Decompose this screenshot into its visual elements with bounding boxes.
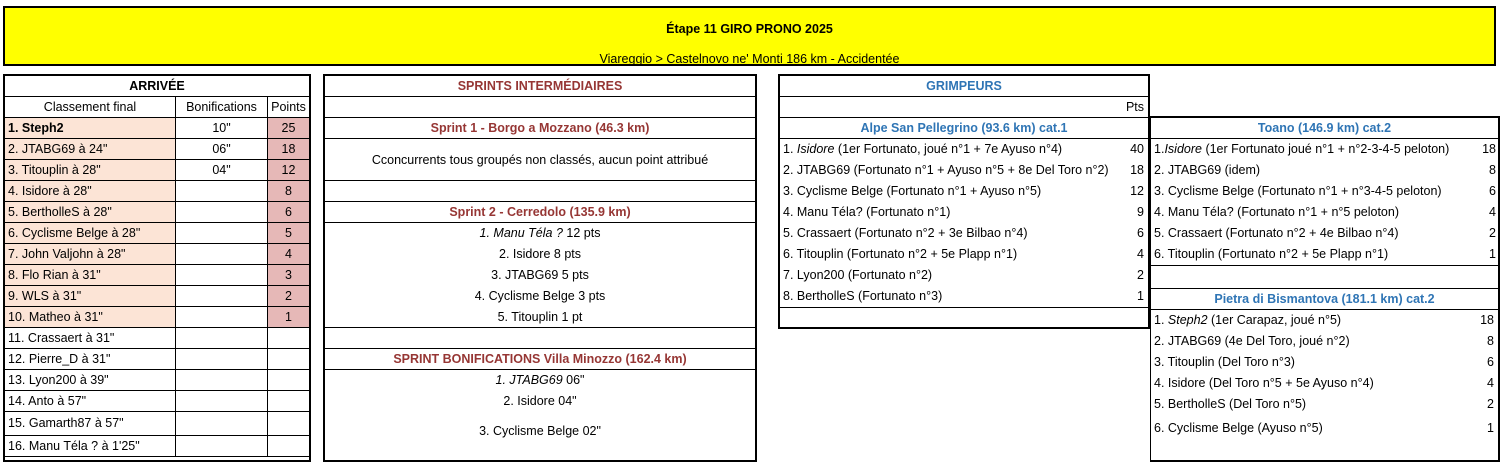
table-row-points [268,328,309,349]
list-item: 5. Crassaert (Fortunato n°2 + 4e Bilbao n°4) [1154,226,1399,240]
table-row-name: 1. Steph2 [5,118,176,139]
list-item-pts: 2 [1487,397,1494,411]
bonif-row: 2. Isidore 04" [503,394,577,408]
table-row-points: 2 [268,286,309,307]
toano-winner: Isidore [1164,142,1202,156]
table-row-name: 2. JTABG69 à 24" [5,139,176,160]
table-row-name: 13. Lyon200 à 39" [5,370,176,391]
toano-title: Toano (146.9 km) cat.2 [1151,118,1498,139]
list-item-pts: 18 [1130,163,1144,177]
list-item-pts: 4 [1487,376,1494,390]
table-row-bonif [176,349,268,370]
stage-banner [3,6,1496,66]
sprint2-row [325,223,755,244]
table-row-points: 6 [268,202,309,223]
list-item: 7. Lyon200 (Fortunato n°2) [783,268,933,282]
list-item-pts: 1 [1137,289,1144,303]
table-row-bonif [176,307,268,328]
list-item: 3. Cyclisme Belge (Fortunato n°1 + Ayuso n°5) [783,184,1042,198]
arrivee-table [3,74,311,462]
sprint1-title: Sprint 1 - Borgo a Mozzano (46.3 km) [325,118,755,139]
table-row-name: 9. WLS à 31" [5,286,176,307]
sprint2-row: 3. JTABG69 5 pts [491,268,589,282]
sprint2-row: 5. Titouplin 1 pt [325,307,755,328]
list-item: 4. Manu Téla? (Fortunato n°1 + n°5 peloton) [1154,205,1399,219]
sprint2-row: 4. Cyclisme Belge 3 pts [474,289,606,303]
list-item-pts: 4 [1489,205,1496,219]
list-item-pts: 6 [1489,184,1496,198]
table-row-points: 5 [268,223,309,244]
bonif-winner-val: 06" [562,373,585,387]
table-row-name: 7. John Valjohn à 28" [5,244,176,265]
bonif-sprint-title: SPRINT BONIFICATIONS Villa Minozzo (162.4 km) [325,349,755,370]
table-row-name: 10. Matheo à 31" [5,307,176,328]
list-item-pts: 2 [1137,268,1144,282]
pietra-row [1151,310,1471,331]
spacer-row [325,328,755,349]
table-row-points [268,412,309,436]
list-item-pts: 6 [1487,355,1494,369]
spacer-row [780,307,1148,327]
toano-winner-prefix: 1. [1154,142,1165,156]
sprint2-winner-pts: 12 pts [562,226,601,240]
bonif-row [325,370,755,391]
header-classement: Classement final [5,97,176,118]
table-row-bonif [176,202,268,223]
table-row-name: 3. Titouplin à 28" [5,160,176,181]
table-row-points: 8 [268,181,309,202]
list-item-pts: 8 [1489,163,1496,177]
list-item: 8. BertholleS (Fortunato n°3) [783,289,943,303]
alpe-winner: Isidore [796,142,835,156]
arrivee-title: ARRIVÉE [5,76,309,97]
table-row-bonif [176,370,268,391]
table-row-points: 25 [268,118,309,139]
table-row-name: 14. Anto à 57" [5,391,176,412]
spacer-row [325,181,755,202]
table-row-bonif: 10" [176,118,268,139]
alpe-winner-detail: (1er Fortunato, joué n°1 + 7e Ayuso n°4) [834,142,1063,156]
table-row-bonif [176,265,268,286]
table-row-name: 16. Manu Téla ? à 1'25" [5,436,176,457]
list-item: 3. Cyclisme Belge (Fortunato n°1 + n°3-4-5 peloton) [1154,184,1442,198]
table-row-points [268,349,309,370]
list-item: 2. JTABG69 (idem) [1154,163,1261,177]
table-row-bonif [176,244,268,265]
pietra-winner-detail: (1er Carapaz, joué n°5) [1207,313,1342,327]
toano-winner-detail: (1er Fortunato joué n°1 + n°2-3-4-5 peloton) [1201,142,1450,156]
list-item-pts: 2 [1489,226,1496,240]
table-row-name: 11. Crassaert à 31" [5,328,176,349]
sprint2-title: Sprint 2 - Cerredolo (135.9 km) [325,202,755,223]
table-row-points: 4 [268,244,309,265]
table-row-points: 12 [268,160,309,181]
bonif-winner: 1. JTABG69 [495,373,563,387]
table-row-points: 1 [268,307,309,328]
table-row-bonif [176,286,268,307]
table-row-name: 5. BertholleS à 28" [5,202,176,223]
table-row-bonif: 04" [176,160,268,181]
list-item-pts: 12 [1130,184,1144,198]
pietra-winner: Steph2 [1167,313,1208,327]
list-item-pts: 9 [1137,205,1144,219]
list-item: 5. BertholleS (Del Toro n°5) [1154,397,1307,411]
list-item-pts: 6 [1137,226,1144,240]
table-row-bonif [176,181,268,202]
stage-route: Viareggio > Castelnovo ne' Monti 186 km - Accidentée [599,52,900,66]
table-row-name: 12. Pierre_D à 31" [5,349,176,370]
alpe-pts: 40 [1130,142,1144,156]
sprint2-row: 2. Isidore 8 pts [499,247,581,261]
grimpeurs-table [778,74,1150,329]
list-item: 5. Crassaert (Fortunato n°2 + 3e Bilbao n°4) [783,226,1028,240]
pietra-title: Pietra di Bismantova (181.1 km) cat.2 [1151,289,1498,310]
list-item: 6. Cyclisme Belge (Ayuso n°5) [1154,421,1323,435]
list-item: 3. Titouplin (Del Toro n°3) [1154,355,1295,369]
alpe-row [780,139,1120,160]
sprint1-note: Cconcurrents tous groupés non classés, aucun point attribué [325,139,755,181]
list-item: 6. Titouplin (Fortunato n°2 + 5e Plapp n°1) [1154,247,1389,261]
bonif-row: 3. Cyclisme Belge 02" [479,424,601,438]
list-item-pts: 1 [1487,421,1494,435]
sprint2-winner: 1. Manu Téla ? [479,226,563,240]
grimpeurs-right [1150,116,1500,462]
header-bonifications: Bonifications [176,97,268,118]
table-row-bonif: 06" [176,139,268,160]
table-row-points: 18 [268,139,309,160]
table-row-points [268,436,309,457]
table-row-name: 8. Flo Rian à 31" [5,265,176,286]
list-item-pts: 4 [1137,247,1144,261]
stage-title: Étape 11 GIRO PRONO 2025 [666,22,833,36]
table-row-points [268,391,309,412]
pietra-pts: 18 [1480,313,1494,327]
list-item-pts: 1 [1489,247,1496,261]
list-item-pts: 8 [1487,334,1494,348]
toano-pts: 18 [1482,142,1496,156]
table-row-bonif [176,436,268,457]
list-item: 2. JTABG69 (Fortunato n°1 + Ayuso n°5 + 8e Del Toro n°2) [783,163,1109,177]
header-points: Points [268,97,309,118]
list-item: 2. JTABG69 (4e Del Toro, joué n°2) [1154,334,1350,348]
table-row-name: 6. Cyclisme Belge à 28" [5,223,176,244]
table-row-bonif [176,412,268,436]
pts-header: Pts [780,97,1148,118]
spacer-row [325,97,755,118]
list-item: 4. Manu Téla? (Fortunato n°1) [783,205,951,219]
table-row-name: 4. Isidore à 28" [5,181,176,202]
table-row-points: 3 [268,265,309,286]
list-item: 4. Isidore (Del Toro n°5 + 5e Ayuso n°4) [1154,376,1374,390]
table-row-bonif [176,328,268,349]
toano-row [1151,139,1480,160]
list-item: 6. Titouplin (Fortunato n°2 + 5e Plapp n°1) [783,247,1018,261]
alpe-winner-prefix: 1. [783,142,797,156]
grimpeurs-title: GRIMPEURS [780,76,1148,97]
sprints-table [323,74,757,462]
sprints-title: SPRINTS INTERMÉDIAIRES [325,76,755,97]
spacer-row [1151,265,1498,289]
table-row-bonif [176,391,268,412]
table-row-bonif [176,223,268,244]
pietra-winner-prefix: 1. [1154,313,1168,327]
alpe-title: Alpe San Pellegrino (93.6 km) cat.1 [780,118,1148,139]
table-row-points [268,370,309,391]
table-row-name: 15. Gamarth87 à 57" [5,412,176,436]
